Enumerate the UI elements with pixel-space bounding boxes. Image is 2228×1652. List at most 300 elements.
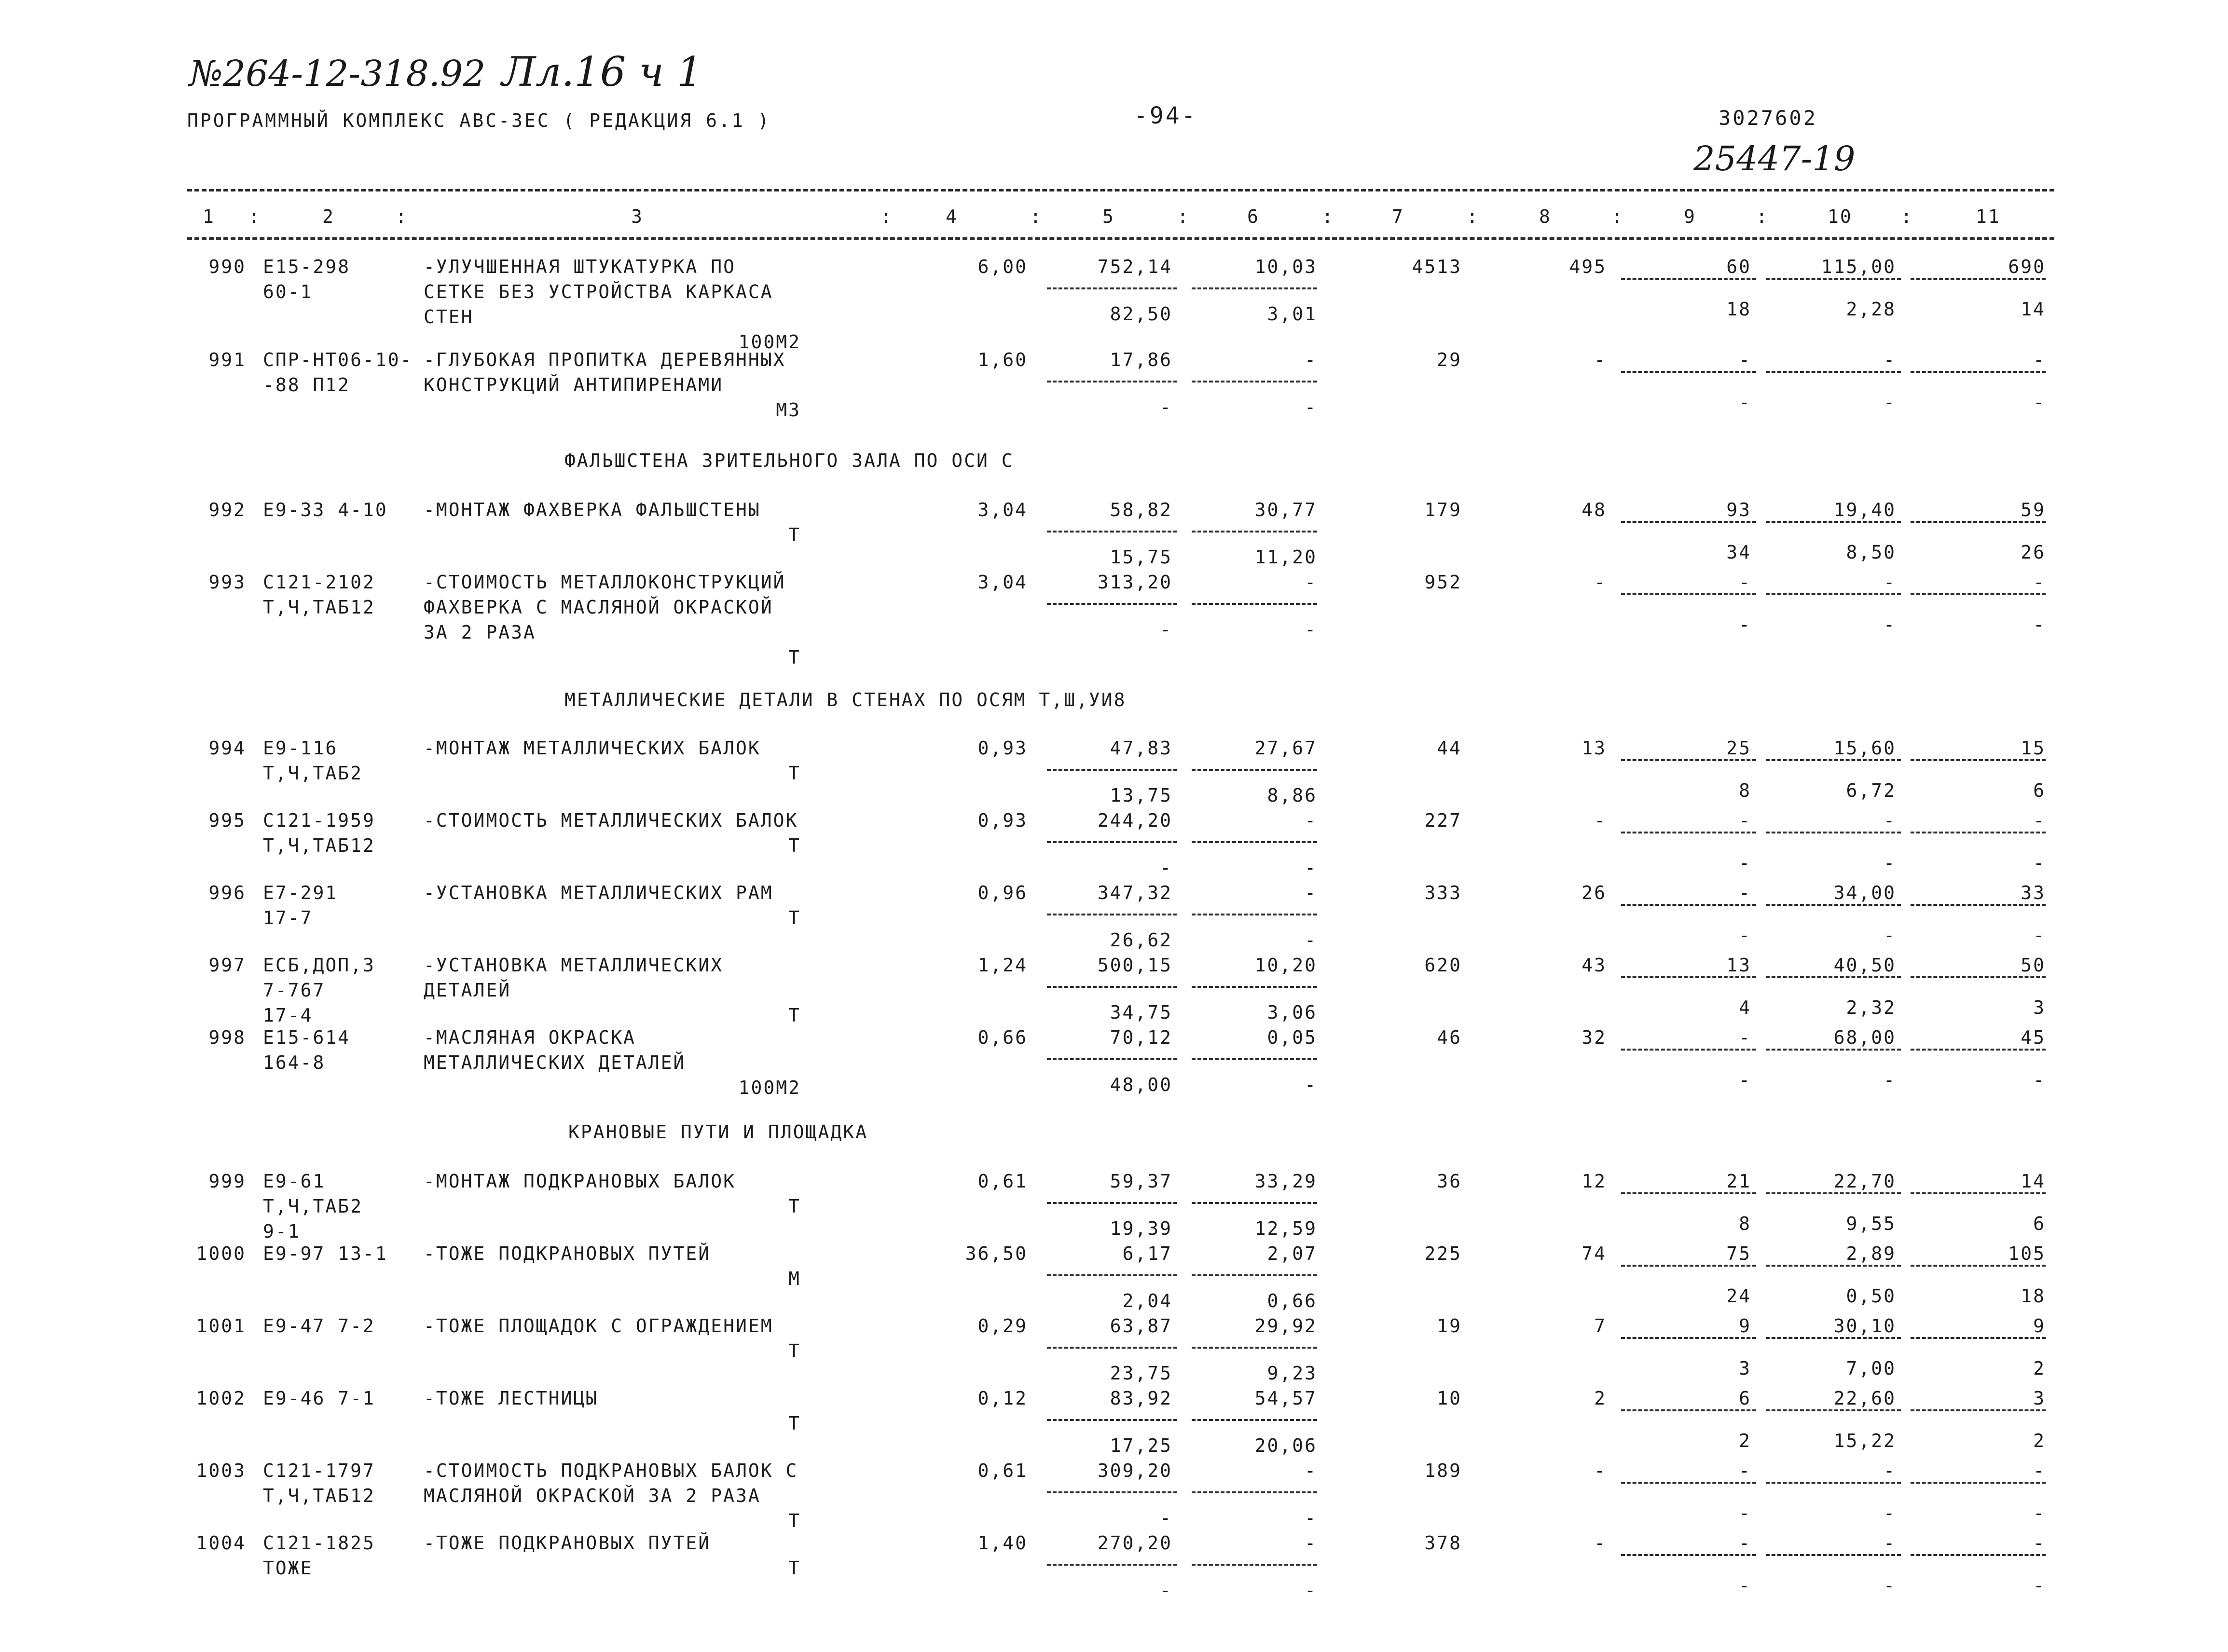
total-cost: 10: [1437, 1388, 1462, 1409]
cell-divider: [1766, 759, 1901, 761]
item-code: Е15-614: [263, 1027, 351, 1048]
labor-total: -: [2033, 1460, 2046, 1481]
unit-cost-machinery: 10,20: [1254, 955, 1317, 976]
labor-unit-machinery: 0,50: [1846, 1285, 1896, 1307]
cell-divider: [1192, 914, 1317, 915]
cell-divider: [1047, 1274, 1177, 1276]
unit-cost-wages: -: [1160, 1507, 1172, 1529]
cell-divider: [1192, 1058, 1317, 1060]
row-number: 993: [208, 572, 246, 593]
section-title: ФАЛЬШСТЕНА ЗРИТЕЛЬНОГО ЗАЛА ПО ОСИ С: [564, 450, 1014, 471]
item-description: КОНСТРУКЦИЙ АНТИПИРЕНАМИ: [424, 374, 724, 396]
total-cost: 19: [1437, 1315, 1462, 1337]
item-description: -УСТАНОВКА МЕТАЛЛИЧЕСКИХ: [424, 955, 724, 976]
cell-divider: [1047, 1491, 1177, 1493]
labor-unit: 68,00: [1833, 1027, 1896, 1048]
unit-of-measure: 100М2: [738, 331, 801, 353]
cell-divider: [1911, 521, 2046, 523]
header-top-rule: [187, 189, 2054, 191]
unit-cost-total: 58,82: [1110, 499, 1172, 520]
unit-cost-wages: 34,75: [1110, 1002, 1172, 1023]
item-code: 17-4: [263, 1005, 313, 1026]
unit-of-measure: М: [788, 1268, 801, 1289]
cell-divider: [1911, 1409, 2046, 1411]
labor-unit: 22,70: [1833, 1171, 1896, 1192]
machinery-wages: -: [1739, 1502, 1751, 1524]
machinery-total: 93: [1726, 499, 1751, 520]
machinery-total: -: [1739, 572, 1751, 593]
item-code: 164-8: [263, 1052, 326, 1073]
machinery-wages: 18: [1726, 299, 1751, 320]
cell-divider: [1192, 381, 1317, 382]
cell-divider: [1766, 976, 1901, 978]
handwritten-document-number: №264-12-318.92: [189, 53, 486, 95]
cell-divider: [1192, 1491, 1317, 1493]
unit-cost-machinery-wages: -: [1305, 619, 1317, 640]
unit-cost-machinery-wages: -: [1305, 857, 1317, 878]
machinery-wages: -: [1739, 1575, 1751, 1596]
row-number: 994: [208, 737, 246, 759]
item-code: Т,Ч,ТАБ12: [263, 835, 375, 856]
row-number: 991: [208, 349, 246, 370]
unit-cost-machinery: 10,03: [1254, 256, 1317, 277]
cell-divider: [1621, 1554, 1756, 1556]
labor-unit: 22,60: [1833, 1388, 1896, 1409]
machinery-wages: 3: [1739, 1358, 1751, 1379]
cell-divider: [1621, 1049, 1756, 1051]
labor-unit-machinery: -: [1884, 614, 1896, 635]
labor-unit: 115,00: [1821, 256, 1896, 277]
labor-total: -: [2033, 349, 2046, 370]
item-code: Т,Ч,ТАБ12: [263, 597, 375, 618]
unit-cost-wages: -: [1160, 857, 1172, 878]
quantity: 0,96: [977, 882, 1028, 903]
labor-total: 15: [2021, 737, 2046, 759]
labor-unit: -: [1884, 810, 1896, 831]
labor-unit-machinery: 8,50: [1846, 542, 1896, 563]
labor-total-machinery: -: [2033, 1069, 2046, 1091]
quantity: 0,12: [977, 1388, 1028, 1409]
wages-total: 495: [1569, 256, 1607, 277]
cell-divider: [1911, 371, 2046, 373]
machinery-wages: -: [1739, 614, 1751, 635]
cell-divider: [1766, 521, 1901, 523]
unit-of-measure: Т: [788, 835, 801, 856]
machinery-total: 9: [1739, 1315, 1751, 1337]
unit-of-measure: Т: [788, 907, 801, 928]
unit-cost-wages: 15,75: [1110, 546, 1172, 568]
unit-of-measure: Т: [788, 524, 801, 546]
unit-cost-total: 244,20: [1097, 810, 1172, 831]
labor-unit: 19,40: [1833, 499, 1896, 520]
row-number: 1001: [196, 1315, 246, 1337]
item-code: 17-7: [263, 907, 313, 928]
unit-cost-machinery: -: [1305, 349, 1317, 370]
unit-cost-total: 270,20: [1097, 1532, 1172, 1554]
item-description: -МОНТАЖ МЕТАЛЛИЧЕСКИХ БАЛОК: [424, 737, 761, 759]
labor-unit: -: [1884, 572, 1896, 593]
wages-total: 13: [1582, 737, 1607, 759]
unit-cost-total: 47,83: [1110, 737, 1172, 759]
unit-cost-machinery-wages: 0,66: [1267, 1290, 1317, 1311]
cell-divider: [1047, 381, 1177, 382]
item-code: Е9-46 7-1: [263, 1388, 375, 1409]
labor-unit-machinery: 2,28: [1846, 299, 1896, 320]
handwritten-sheet-reference: Лл.16 ч 1: [502, 48, 703, 96]
page-number: -94-: [1134, 102, 1197, 129]
labor-total-machinery: 6: [2033, 1213, 2046, 1234]
labor-unit-machinery: -: [1884, 925, 1896, 946]
cell-divider: [1766, 371, 1901, 373]
unit-cost-machinery-wages: -: [1305, 1507, 1317, 1529]
unit-cost-machinery-wages: -: [1305, 1580, 1317, 1601]
unit-cost-wages: -: [1160, 1580, 1172, 1601]
column-header-9: 9: [1684, 206, 1696, 227]
item-description: СЕТКЕ БЕЗ УСТРОЙСТВА КАРКАСА: [424, 281, 773, 302]
total-cost: 620: [1424, 955, 1462, 976]
wages-total: 48: [1582, 499, 1607, 520]
machinery-total: 21: [1726, 1171, 1751, 1192]
item-code: Е15-298: [263, 256, 351, 277]
item-code: ТОЖЕ: [263, 1557, 313, 1579]
item-description: -МОНТАЖ ФАХВЕРКА ФАЛЬШСТЕНЫ: [424, 499, 761, 520]
total-cost: 227: [1424, 810, 1462, 831]
wages-total: -: [1594, 1460, 1607, 1481]
column-separator: :: [1322, 206, 1334, 227]
cell-divider: [1192, 986, 1317, 988]
unit-cost-machinery: 2,07: [1267, 1243, 1317, 1264]
row-number: 1002: [196, 1388, 246, 1409]
unit-cost-total: 752,14: [1097, 256, 1172, 277]
cell-divider: [1047, 841, 1177, 843]
labor-unit-machinery: 2,32: [1846, 997, 1896, 1018]
quantity: 3,04: [977, 572, 1028, 593]
labor-total: 690: [2008, 256, 2046, 277]
machinery-wages: 2: [1739, 1430, 1751, 1451]
row-number: 997: [208, 955, 246, 976]
item-description: -СТОИМОСТЬ МЕТАЛЛИЧЕСКИХ БАЛОК: [424, 810, 798, 831]
total-cost: 189: [1424, 1460, 1462, 1481]
cell-divider: [1766, 593, 1901, 595]
cell-divider: [1766, 1192, 1901, 1194]
wages-total: 2: [1594, 1388, 1607, 1409]
unit-cost-total: 59,37: [1110, 1171, 1172, 1192]
unit-cost-total: 347,32: [1097, 882, 1172, 903]
item-description: ДЕТАЛЕЙ: [424, 980, 511, 1001]
item-code: Е7-291: [263, 882, 338, 903]
labor-total: 50: [2021, 955, 2046, 976]
cell-divider: [1766, 278, 1901, 280]
cell-divider: [1621, 759, 1756, 761]
unit-cost-machinery: -: [1305, 1532, 1317, 1554]
labor-total: 3: [2033, 1388, 2046, 1409]
labor-total-machinery: -: [2033, 614, 2046, 635]
unit-cost-total: 6,17: [1122, 1243, 1172, 1264]
column-separator: :: [1611, 206, 1624, 227]
machinery-wages: 24: [1726, 1285, 1751, 1307]
unit-cost-wages: 23,75: [1110, 1363, 1172, 1384]
cell-divider: [1766, 1554, 1901, 1556]
cell-divider: [1192, 769, 1317, 771]
cell-divider: [1766, 832, 1901, 833]
cell-divider: [1047, 914, 1177, 915]
item-code: Е9-61: [263, 1171, 326, 1192]
item-description: -ТОЖЕ ПОДКРАНОВЫХ ПУТЕЙ: [424, 1243, 711, 1264]
cell-divider: [1192, 1564, 1317, 1566]
row-number: 1003: [196, 1460, 246, 1481]
unit-cost-total: 83,92: [1110, 1388, 1172, 1409]
section-title: МЕТАЛЛИЧЕСКИЕ ДЕТАЛИ В СТЕНАХ ПО ОСЯМ Т,Ш,УИ8: [564, 689, 1127, 710]
unit-cost-machinery: 33,29: [1254, 1171, 1317, 1192]
wages-total: 26: [1582, 882, 1607, 903]
item-code: С121-1825: [263, 1532, 375, 1554]
labor-unit: 34,00: [1833, 882, 1896, 903]
cell-divider: [1766, 1482, 1901, 1484]
machinery-total: 60: [1726, 256, 1751, 277]
unit-cost-machinery-wages: -: [1305, 1074, 1317, 1095]
cell-divider: [1621, 976, 1756, 978]
labor-total: 105: [2008, 1243, 2046, 1264]
machinery-wages: 34: [1726, 542, 1751, 563]
item-code: 9-1: [263, 1221, 301, 1242]
item-description: ЗА 2 РАЗА: [424, 622, 536, 643]
labor-total-machinery: -: [2033, 392, 2046, 413]
column-header-11: 11: [1976, 206, 2001, 227]
machinery-wages: -: [1739, 852, 1751, 874]
quantity: 0,93: [977, 810, 1028, 831]
column-separator: :: [1901, 206, 1913, 227]
column-separator: :: [1756, 206, 1769, 227]
total-cost: 333: [1424, 882, 1462, 903]
cell-divider: [1192, 1347, 1317, 1349]
quantity: 0,93: [977, 737, 1028, 759]
unit-cost-total: 70,12: [1110, 1027, 1172, 1048]
cell-divider: [1766, 904, 1901, 906]
total-cost: 179: [1424, 499, 1462, 520]
item-code: Е9-33 4-10: [263, 499, 388, 520]
labor-total-machinery: 14: [2021, 299, 2046, 320]
item-description: -МОНТАЖ ПОДКРАНОВЫХ БАЛОК: [424, 1171, 736, 1192]
column-header-8: 8: [1539, 206, 1552, 227]
labor-total: 45: [2021, 1027, 2046, 1048]
labor-total-machinery: 18: [2021, 1285, 2046, 1307]
labor-unit-machinery: 7,00: [1846, 1358, 1896, 1379]
quantity: 1,60: [977, 349, 1028, 370]
wages-total: 43: [1582, 955, 1607, 976]
labor-total: -: [2033, 572, 2046, 593]
wages-total: -: [1594, 1532, 1607, 1554]
labor-total-machinery: -: [2033, 925, 2046, 946]
item-description: -ТОЖЕ ПЛОЩАДОК С ОГРАЖДЕНИЕМ: [424, 1315, 773, 1337]
column-separator: :: [880, 206, 893, 227]
cell-divider: [1621, 593, 1756, 595]
total-cost: 44: [1437, 737, 1462, 759]
item-code: -88 П12: [263, 374, 351, 396]
unit-of-measure: Т: [788, 1005, 801, 1026]
wages-total: -: [1594, 349, 1607, 370]
wages-total: 12: [1582, 1171, 1607, 1192]
document-code: 3027602: [1719, 106, 1818, 130]
item-description: -МАСЛЯНАЯ ОКРАСКА: [424, 1027, 636, 1048]
item-code: С121-1959: [263, 810, 375, 831]
labor-unit-machinery: -: [1884, 1502, 1896, 1524]
cell-divider: [1911, 759, 2046, 761]
item-code: СПР-НТ06-10-: [263, 349, 413, 370]
column-header-2: 2: [322, 206, 335, 227]
cell-divider: [1911, 832, 2046, 833]
machinery-wages: -: [1739, 1069, 1751, 1091]
machinery-total: 13: [1726, 955, 1751, 976]
cell-divider: [1047, 986, 1177, 988]
item-description: -СТОИМОСТЬ ПОДКРАНОВЫХ БАЛОК С: [424, 1460, 798, 1481]
cell-divider: [1621, 1409, 1756, 1411]
unit-of-measure: Т: [788, 1557, 801, 1579]
column-separator: :: [396, 206, 408, 227]
unit-of-measure: Т: [788, 647, 801, 668]
machinery-total: 6: [1739, 1388, 1751, 1409]
unit-cost-machinery: 54,57: [1254, 1388, 1317, 1409]
unit-cost-wages: 48,00: [1110, 1074, 1172, 1095]
labor-total-machinery: -: [2033, 1575, 2046, 1596]
item-description: -ТОЖЕ ПОДКРАНОВЫХ ПУТЕЙ: [424, 1532, 711, 1554]
item-description: МАСЛЯНОЙ ОКРАСКОЙ ЗА 2 РАЗА: [424, 1485, 761, 1506]
cell-divider: [1911, 1049, 2046, 1051]
unit-cost-machinery: 27,67: [1254, 737, 1317, 759]
unit-cost-machinery-wages: -: [1305, 929, 1317, 951]
quantity: 0,61: [977, 1460, 1028, 1481]
labor-unit-machinery: 6,72: [1846, 780, 1896, 801]
quantity: 6,00: [977, 256, 1028, 277]
cell-divider: [1192, 287, 1317, 289]
labor-total: -: [2033, 1532, 2046, 1554]
unit-cost-wages: 19,39: [1110, 1218, 1172, 1239]
unit-cost-wages: 2,04: [1122, 1290, 1172, 1311]
labor-total: 9: [2033, 1315, 2046, 1337]
cell-divider: [1621, 904, 1756, 906]
row-number: 992: [208, 499, 246, 520]
labor-total-machinery: 3: [2033, 997, 2046, 1018]
item-description: -УЛУЧШЕННАЯ ШТУКАТУРКА ПО: [424, 256, 736, 277]
cell-divider: [1192, 1274, 1317, 1276]
unit-cost-machinery-wages: 3,01: [1267, 303, 1317, 325]
item-code: Е9-47 7-2: [263, 1315, 375, 1337]
unit-cost-machinery: 29,92: [1254, 1315, 1317, 1337]
labor-unit-machinery: 15,22: [1833, 1430, 1896, 1451]
cell-divider: [1047, 1202, 1177, 1204]
labor-unit-machinery: -: [1884, 392, 1896, 413]
unit-of-measure: Т: [788, 1340, 801, 1362]
total-cost: 378: [1424, 1532, 1462, 1554]
machinery-wages: -: [1739, 925, 1751, 946]
row-number: 999: [208, 1171, 246, 1192]
labor-total: 59: [2021, 499, 2046, 520]
cell-divider: [1047, 769, 1177, 771]
unit-cost-machinery: -: [1305, 572, 1317, 593]
unit-cost-machinery-wages: 11,20: [1254, 546, 1317, 568]
machinery-total: -: [1739, 882, 1751, 903]
column-header-7: 7: [1392, 206, 1404, 227]
unit-of-measure: 100М2: [738, 1077, 801, 1098]
unit-cost-machinery-wages: 8,86: [1267, 785, 1317, 806]
labor-unit: 30,10: [1833, 1315, 1896, 1337]
cell-divider: [1766, 1049, 1901, 1051]
labor-unit: 40,50: [1833, 955, 1896, 976]
item-description: -ГЛУБОКАЯ ПРОПИТКА ДЕРЕВЯННЫХ: [424, 349, 786, 370]
unit-cost-machinery-wages: 12,59: [1254, 1218, 1317, 1239]
item-code: ЕСБ,ДОП,3: [263, 955, 375, 976]
cell-divider: [1047, 603, 1177, 605]
labor-unit-machinery: -: [1884, 1575, 1896, 1596]
cell-divider: [1192, 1419, 1317, 1421]
total-cost: 36: [1437, 1171, 1462, 1192]
cell-divider: [1047, 1058, 1177, 1060]
item-code: Е9-116: [263, 737, 338, 759]
item-description: ФАХВЕРКА С МАСЛЯНОЙ ОКРАСКОЙ: [424, 597, 773, 618]
item-description: -ТОЖЕ ЛЕСТНИЦЫ: [424, 1388, 599, 1409]
item-code: С121-2102: [263, 572, 375, 593]
labor-total-machinery: 2: [2033, 1430, 2046, 1451]
unit-cost-machinery: -: [1305, 810, 1317, 831]
unit-cost-wages: 82,50: [1110, 303, 1172, 325]
labor-total-machinery: 2: [2033, 1358, 2046, 1379]
column-separator: :: [248, 206, 261, 227]
cell-divider: [1911, 1265, 2046, 1267]
unit-cost-total: 17,86: [1110, 349, 1172, 370]
labor-total-machinery: -: [2033, 852, 2046, 874]
quantity: 0,29: [977, 1315, 1028, 1337]
machinery-total: -: [1739, 349, 1751, 370]
machinery-total: -: [1739, 1532, 1751, 1554]
header-bottom-rule: [187, 237, 2054, 240]
unit-cost-wages: 13,75: [1110, 785, 1172, 806]
cell-divider: [1047, 1564, 1177, 1566]
column-separator: :: [1467, 206, 1479, 227]
column-separator: :: [1030, 206, 1043, 227]
cell-divider: [1621, 1265, 1756, 1267]
labor-unit: -: [1884, 349, 1896, 370]
unit-cost-machinery-wages: 20,06: [1254, 1435, 1317, 1456]
quantity: 1,24: [977, 955, 1028, 976]
column-header-10: 10: [1828, 206, 1853, 227]
cell-divider: [1621, 1482, 1756, 1484]
labor-total-machinery: -: [2033, 1502, 2046, 1524]
labor-total: -: [2033, 810, 2046, 831]
unit-cost-wages: -: [1160, 396, 1172, 418]
total-cost: 29: [1437, 349, 1462, 370]
item-description: -СТОИМОСТЬ МЕТАЛЛОКОНСТРУКЦИЙ: [424, 572, 786, 593]
unit-cost-machinery: 0,05: [1267, 1027, 1317, 1048]
cell-divider: [1047, 287, 1177, 289]
cell-divider: [1911, 976, 2046, 978]
unit-cost-total: 313,20: [1097, 572, 1172, 593]
program-title: ПРОГРАММНЫЙ КОМПЛЕКС АВС-3ЕС ( РЕДАКЦИЯ 6.1 ): [187, 110, 771, 131]
cell-divider: [1621, 521, 1756, 523]
item-code: 60-1: [263, 281, 313, 302]
item-code: 7-767: [263, 980, 326, 1001]
labor-unit: -: [1884, 1460, 1896, 1481]
wages-total: 32: [1582, 1027, 1607, 1048]
machinery-total: -: [1739, 810, 1751, 831]
unit-cost-total: 500,15: [1097, 955, 1172, 976]
unit-of-measure: Т: [788, 1196, 801, 1217]
unit-cost-wages: -: [1160, 619, 1172, 640]
machinery-total: 25: [1726, 737, 1751, 759]
item-description: -УСТАНОВКА МЕТАЛЛИЧЕСКИХ РАМ: [424, 882, 773, 903]
item-code: Т,Ч,ТАБ2: [263, 1196, 363, 1217]
cell-divider: [1621, 371, 1756, 373]
quantity: 0,66: [977, 1027, 1028, 1048]
item-code: С121-1797: [263, 1460, 375, 1481]
